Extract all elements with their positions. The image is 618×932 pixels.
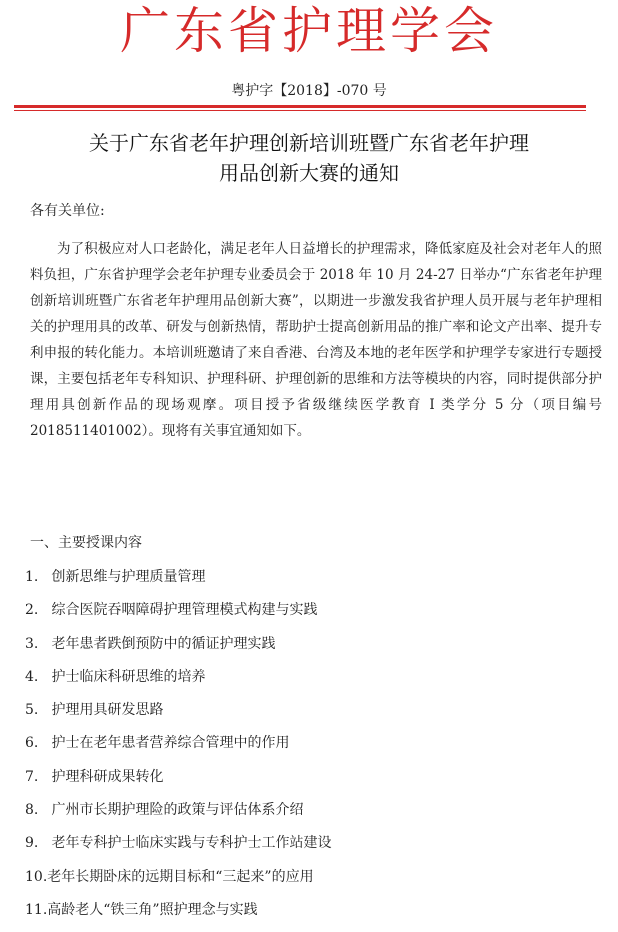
- section-heading: 一、主要授课内容: [30, 535, 142, 551]
- notice-title: [30, 128, 588, 188]
- notice-title-line-2: 用品创新大赛的通知: [219, 161, 399, 185]
- list-item-text: 综合医院吞咽障碍护理管理模式构建与实践: [51, 602, 318, 619]
- list-item-number: 2.: [25, 602, 39, 619]
- list-item: [25, 566, 331, 599]
- list-item: [25, 899, 331, 932]
- header-divider-thin: [14, 110, 586, 111]
- list-item-text: 创新思维与护理质量管理: [51, 569, 206, 585]
- list-item-number: 8.: [25, 802, 39, 819]
- list-item-text: 高龄老人“铁三角”照护理念与实践: [47, 901, 258, 918]
- list-item-number: 9.: [25, 835, 39, 852]
- list-item: [25, 633, 331, 666]
- body-paragraph: 为了积极应对人口老龄化，满足老年人日益增长的护理需求，降低家庭及社会对老年人的照料负担，广东省护理学会老年护理专业委员会于 2018 年 10 月 24-27 日举办“广东省老年护理创新培训班暨广东省老年护理用品创新大赛”，以期进一步激发我省护理人员开展与老年护理相关的护理用具的改革、研发与创新热情，帮助护士提高创新用品的推广率和论文产出率、提升专利申报的转化能力。本培训班邀请了来自香港、台湾及本地的老年医学和护理学专家进行专题授课，主要包括老年专科知识、护理科研、护理创新的思维和方法等模块的内容，同时提供部分护理用具创新作品的现场观摩。项目授予省级继续医学教育 I 类学分 5 分（项目编号 2018511401002）。现将有关事宜通知如下。: [30, 241, 602, 439]
- list-item-text: 护士在老年患者营养综合管理中的作用: [51, 735, 290, 752]
- notice-title-line-1: 关于广东省老年护理创新培训班暨广东省老年护理: [89, 131, 529, 155]
- list-item-number: 4.: [25, 668, 39, 685]
- list-item-number: 6.: [25, 735, 39, 752]
- topic-list: [25, 566, 331, 932]
- list-item: [25, 832, 331, 865]
- organization-title: 广东省护理学会: [120, 2, 498, 60]
- list-item-number: 7.: [25, 768, 39, 785]
- document-number: 粤护字【2018】-070 号: [231, 83, 387, 99]
- list-item-number: 10.: [25, 868, 48, 885]
- list-item-text: 护士临床科研思维的培养: [51, 668, 206, 685]
- list-item: [25, 732, 331, 765]
- salutation: 各有关单位:: [30, 203, 105, 219]
- list-item: [25, 799, 331, 832]
- list-item-number: 1.: [25, 569, 39, 585]
- list-item: [25, 766, 331, 799]
- list-item-text: 老年长期卧床的远期目标和“三起来”的应用: [47, 868, 314, 885]
- list-item-number: 5.: [25, 702, 39, 719]
- list-item: [25, 866, 331, 899]
- list-item-text: 护理科研成果转化: [51, 768, 164, 785]
- header-divider: [14, 105, 586, 108]
- list-item-text: 护理用具研发思路: [51, 702, 164, 719]
- list-item: [25, 699, 331, 732]
- list-item-number: 11.: [25, 901, 48, 918]
- list-item: [25, 599, 331, 632]
- list-item: [25, 666, 331, 699]
- list-item-text: 广州市长期护理险的政策与评估体系介绍: [51, 802, 304, 819]
- list-item-text: 老年专科护士临床实践与专科护士工作站建设: [51, 835, 332, 852]
- list-item-number: 3.: [25, 635, 39, 652]
- list-item-text: 老年患者跌倒预防中的循证护理实践: [51, 635, 276, 652]
